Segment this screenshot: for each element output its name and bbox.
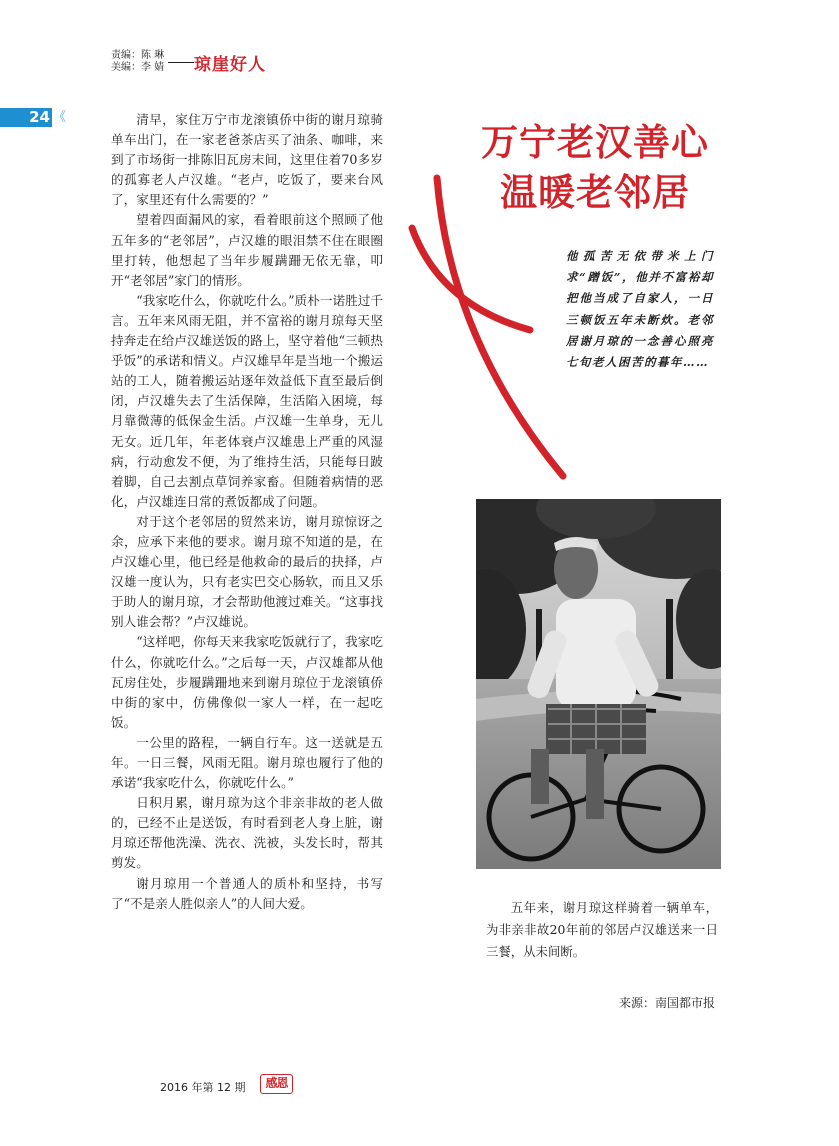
issue-label: 2016 年第 12 期 <box>160 1081 246 1094</box>
headline-line-1: 万宁老汉善心 <box>481 121 709 164</box>
art-editor-credit: 美编：李 婧 <box>111 62 165 73</box>
editor-credits <box>111 50 164 74</box>
source-credit: 来源：南国都市报 <box>618 996 715 1010</box>
editor-credit: 责编：陈 琳 <box>111 50 165 61</box>
headline-line-2: 温暖老邻居 <box>500 171 690 214</box>
article-body <box>111 110 383 914</box>
paragraph: 对于这个老邻居的贸然来访，谢月琼惊讶之余，应承下来他的要求。谢月琼不知道的是，在卢汉雄心里，他已经是他救命的最后的抉择，卢汉雄一度认为，只有老实巴交心肠软，而且又乐于助人的谢月琼，才会帮助他渡过难关。“这事找别人谁会帮？”卢汉雄说。 <box>111 513 383 630</box>
arc-inner <box>412 228 530 330</box>
caption-text: 五年来，谢月琼这样骑着一辆单车，为非亲非故20年前的邻居卢汉雄送来一日三餐，从未间断。 <box>486 900 718 959</box>
column-title: 琼崖好人 <box>194 55 266 75</box>
article-headline <box>450 118 740 218</box>
paragraph: 望着四面漏风的家，看着眼前这个照顾了他五年多的“老邻居”，卢汉雄的眼泪禁不住在眼圈里打转，他想起了当年步履蹒跚无依无靠，叩开“老邻居”家门的情形。 <box>111 212 383 288</box>
paragraph: “我家吃什么，你就吃什么。”质朴一诺胜过千言。五年来风雨无阻，并不富裕的谢月琼每天坚持奔走在给卢汉雄送饭的路上，坚守着他“三顿热乎饭”的承诺和情义。卢汉雄早年是当地一个搬运站的工人，随着搬运站逐年效益低下直至最后倒闭，卢汉雄失去了生活保障，生活陷入困境，每月靠微薄的低保金生活。卢汉雄一生单身，无儿无女。近几年，年老体衰卢汉雄患上严重的风湿病，行动愈发不便，为了维持生活，只能每日跛着脚，自己去割点草饲养家畜。但随着病情的恶化，卢汉雄连日常的煮饭都成了问题。 <box>111 292 383 509</box>
paragraph: “这样吧，你每天来我家吃饭就行了，我家吃什么，你就吃什么。”之后每一天，卢汉雄都从他瓦房住处，步履蹒跚地来到谢月琼位于龙滚镇侨中街的家中，仿佛像似一家人一样，在一起吃饭。 <box>111 634 383 730</box>
article-photo <box>476 499 721 869</box>
page-chevron-icon: 《 <box>53 110 67 125</box>
magazine-logo: 感恩 <box>260 1074 293 1094</box>
arc-outer <box>437 178 563 476</box>
paragraph: 谢月琼用一个普通人的质朴和坚持，书写了“不是亲人胜似亲人”的人间大爱。 <box>111 875 383 911</box>
paragraph: 一公里的路程，一辆自行车。这一送就是五年。一日三餐，风雨无阻。谢月琼也履行了他的承诺“我家吃什么，你就吃什么。” <box>111 734 383 791</box>
pull-quote: 他孤苦无依带米上门求“蹭饭”，他并不富裕却把他当成了自家人，一日三顿饭五年未断炊。老邻居谢月琼的一念善心照亮七旬老人困苦的暮年…… <box>566 249 714 370</box>
paragraph: 日积月累，谢月琼为这个非亲非故的老人做的，已经不止是送饭，有时看到老人身上脏，谢月琼还帮他洗澡、洗衣、洗被，头发长时，帮其剪发。 <box>111 795 383 871</box>
paragraph: 清早，家住万宁市龙滚镇侨中街的谢月琼骑单车出门，在一家老爸茶店买了油条、咖啡，来到了市场街一排陈旧瓦房末间，这里住着70多岁的孤寡老人卢汉雄。“老卢，吃饭了，要来台风了，家里还有什么需要的？” <box>111 112 383 208</box>
cyclist-photo-illustration <box>476 499 721 869</box>
photo-caption <box>486 897 718 963</box>
header-divider <box>168 62 194 63</box>
page-number: 24 <box>0 108 52 127</box>
